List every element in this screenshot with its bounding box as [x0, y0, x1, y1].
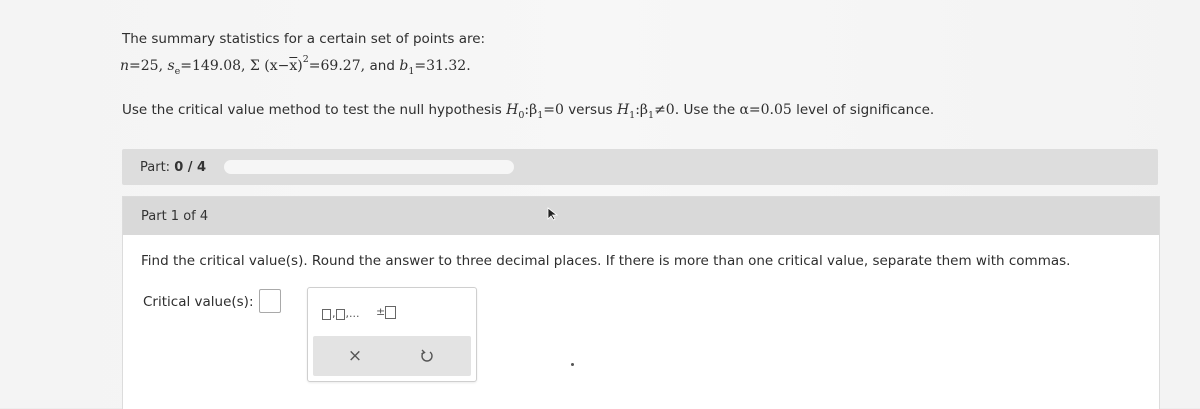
part-progress-label — [140, 160, 206, 175]
n-value: =25, — [129, 58, 164, 74]
summary-statistics — [120, 54, 471, 77]
b1-subscript: 1 — [408, 66, 415, 77]
part-progress-bar — [122, 149, 1158, 185]
se-value: =149.08, — [180, 58, 246, 74]
h0-beta-subscript: 1 — [537, 110, 544, 121]
plus-minus-box-icon — [385, 306, 396, 319]
h0-subscript: 0 — [518, 110, 525, 121]
h1-beta-subscript: 1 — [648, 110, 655, 121]
part-header — [123, 197, 1159, 235]
part-header-label: Part 1 of 4 — [141, 209, 209, 224]
critical-value-input[interactable] — [259, 289, 281, 313]
sum-symbol: Σ — [249, 58, 260, 74]
h0-condition-tail: =0 — [543, 102, 564, 118]
question-text: Find the critical value(s). Round the answer to three decimal places. If there is more than one critical value, separate them with commas. — [141, 253, 1071, 269]
h0-symbol: H — [506, 102, 519, 118]
sum-exponent: 2 — [302, 54, 309, 65]
mouse-cursor-icon — [547, 207, 559, 221]
h1-symbol: H — [616, 102, 630, 118]
plus-minus-key[interactable] — [376, 305, 397, 319]
decimal-list-key[interactable] — [322, 307, 360, 320]
decimal-list-icon: , ,... — [322, 307, 360, 320]
sum-value: =69.27, — [308, 58, 366, 74]
h1-condition: :β — [635, 102, 649, 118]
h1-subscript: 1 — [629, 110, 636, 121]
clear-button[interactable] — [343, 344, 367, 368]
x-bar: $\overline{x}$ — [289, 58, 298, 74]
n-symbol: n — [120, 58, 130, 74]
undo-icon — [420, 349, 434, 363]
plus-minus-symbol: ± — [376, 305, 386, 318]
and-text: and — [369, 58, 395, 74]
math-keypad — [307, 287, 477, 382]
versus-text: versus — [568, 102, 613, 118]
intro-text: The summary statistics for a certain set of points are: — [122, 31, 486, 47]
part-progress-value: 0 / 4 — [174, 160, 207, 175]
h1-condition-tail: ≠0. — [654, 102, 680, 118]
progress-track — [224, 160, 514, 174]
hypothesis-instruction — [122, 102, 935, 121]
sum-open: (x− — [264, 58, 290, 74]
se-symbol: s — [167, 58, 175, 74]
part-progress-prefix: Part: — [140, 160, 171, 175]
answer-label: Critical value(s): — [143, 294, 254, 310]
instruction-suffix: level of significance. — [796, 102, 935, 118]
undo-button[interactable] — [415, 344, 439, 368]
part-card — [122, 196, 1160, 409]
close-icon: × — [347, 346, 363, 366]
b1-value: =31.32. — [414, 58, 471, 74]
se-subscript: e — [174, 66, 181, 77]
problem-intro — [122, 31, 485, 47]
keypad-actions — [313, 336, 471, 376]
stray-dot — [571, 363, 574, 366]
b1-symbol: b — [399, 58, 409, 74]
use-the-text: Use the — [683, 102, 736, 118]
sum-close: ) — [297, 58, 303, 74]
h0-condition: :β — [524, 102, 538, 118]
alpha-value: α=0.05 — [739, 102, 792, 118]
instruction-prefix: Use the critical value method to test the null hypothesis — [122, 102, 502, 118]
